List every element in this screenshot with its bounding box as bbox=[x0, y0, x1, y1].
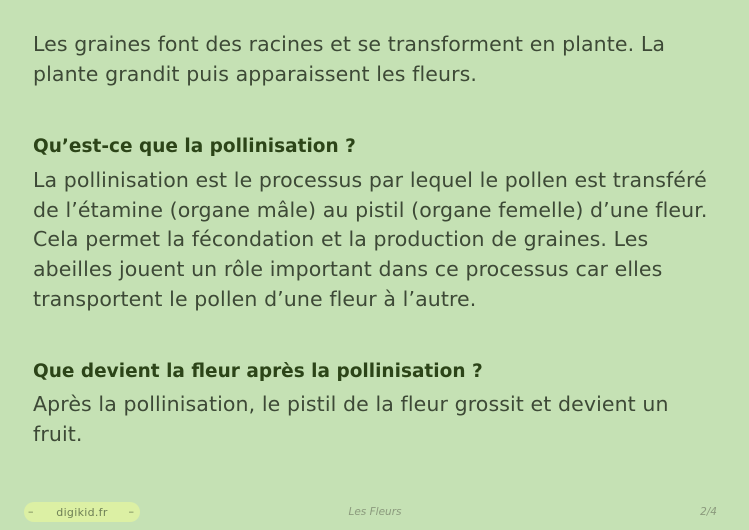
document-title: Les Fleurs bbox=[348, 506, 402, 518]
section-body-pollination: La pollinisation est le processus par lequel le pollen est transféré de l’étamine (organe mâle) au pistil (organe femelle) d’une fleur. Cela permet la fécondation et la production de graines. Les abeilles jouent un rôle important dans ce processus car elles transportent le pollen d’une fleur à l’autre. bbox=[33, 168, 708, 311]
brand-dash-right: – bbox=[128, 505, 134, 518]
brand-badge[interactable] bbox=[24, 502, 140, 522]
brand-dash-left: – bbox=[28, 505, 34, 518]
intro-paragraph: Les graines font des racines et se transforment en plante. La plante grandit puis apparaissent les fleurs. bbox=[33, 32, 666, 86]
brand-label: digikid.fr bbox=[56, 506, 108, 519]
section-body-after-pollination: Après la pollinisation, le pistil de la fleur grossit et devient un fruit. bbox=[33, 392, 669, 446]
page-number: 2/4 bbox=[700, 506, 717, 518]
page-content bbox=[33, 30, 723, 449]
section-heading-pollination: Qu’est-ce que la pollinisation ? bbox=[33, 136, 356, 158]
section-heading-after-pollination: Que devient la fleur après la pollinisation ? bbox=[33, 361, 483, 383]
page-footer bbox=[0, 500, 749, 524]
